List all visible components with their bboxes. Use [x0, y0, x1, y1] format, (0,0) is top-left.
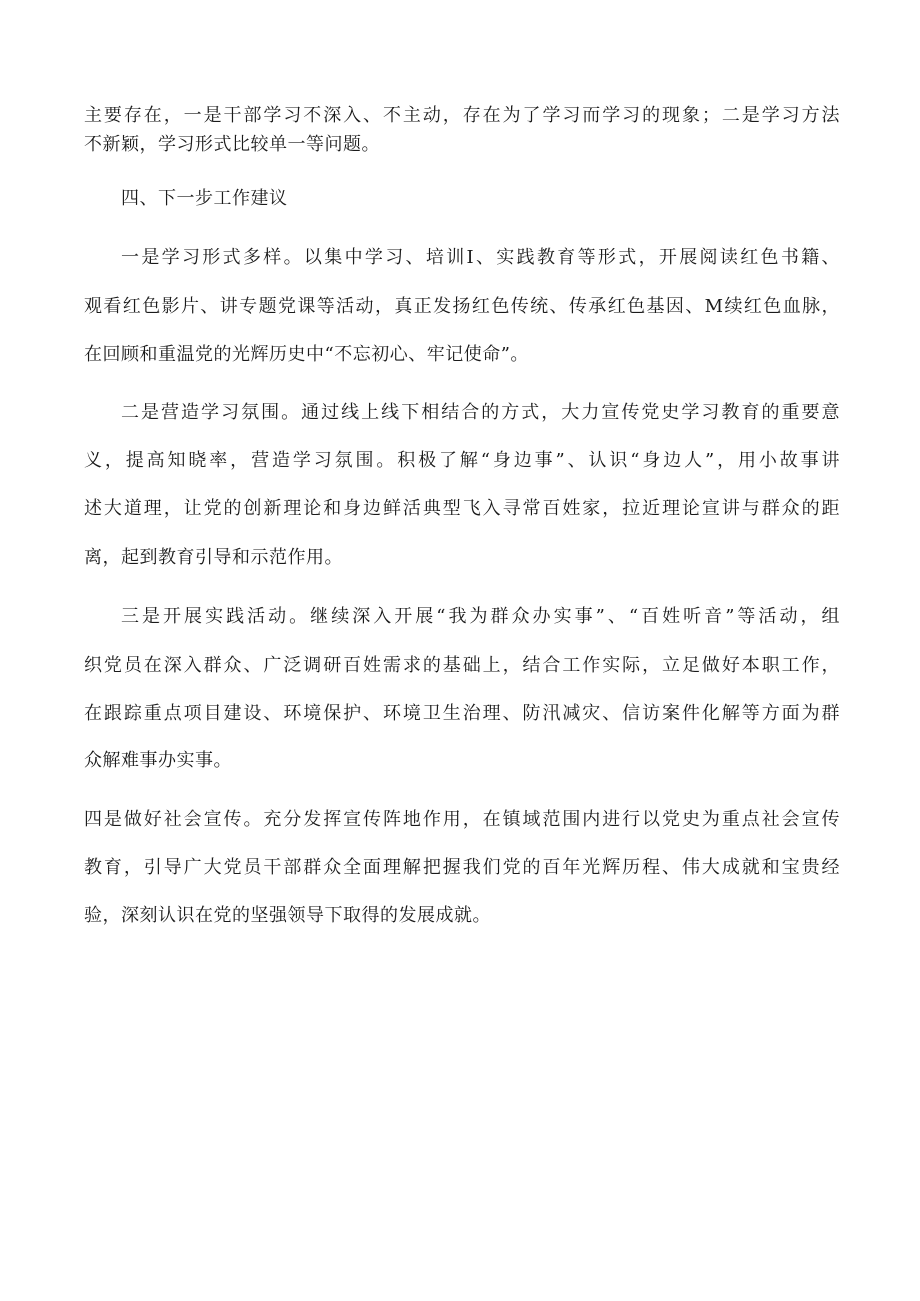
- text-line: 述大道理，让党的创新理论和身边鲜活典型飞入寻常百姓家，拉近理论宣讲与群众的距: [84, 498, 840, 519]
- text-line: 义，提高知晓率，营造学习氛围。积极了解“身边事”、认识“身边人”，用小故事讲: [84, 450, 840, 471]
- text-line: 观看红色影片、讲专题党课等活动，真正发扬红色传统、传承红色基因、M续红色血脉，: [84, 296, 840, 317]
- section-heading: 四、下一步工作建议: [121, 188, 288, 209]
- text-line: 主要存在，一是干部学习不深入、不主动，存在为了学习而学习的现象；二是学习方法: [84, 105, 840, 126]
- text-line: 一是学习形式多样。以集中学习、培训I、实践教育等形式，开展阅读红色书籍、: [121, 247, 840, 268]
- text-line: 教育，引导广大党员干部群众全面理解把握我们党的百年光辉历程、伟大成就和宝贵经: [84, 857, 840, 878]
- text-line: 在跟踪重点项目建设、环境保护、环境卫生治理、防汛减灾、信访案件化解等方面为群: [84, 703, 840, 724]
- text-line: 四是做好社会宣传。充分发挥宣传阵地作用，在镇域范围内进行以党史为重点社会宣传: [84, 809, 840, 830]
- text-line: 织党员在深入群众、广泛调研百姓需求的基础上，结合工作实际，立足做好本职工作，: [84, 655, 840, 676]
- text-line: 众解难事办实事。: [84, 750, 232, 771]
- text-line: 不新颖，学习形式比较单一等问题。: [84, 134, 380, 155]
- text-line: 二是营造学习氛围。通过线上线下相结合的方式，大力宣传党史学习教育的重要意: [121, 402, 840, 423]
- text-line: 三是开展实践活动。继续深入开展“我为群众办实事”、“百姓听音”等活动，组: [121, 606, 840, 627]
- text-line: 离，起到教育引导和示范作用。: [84, 547, 343, 568]
- text-line: 在回顾和重温党的光辉历史中“不忘初心、牢记使命”。: [84, 344, 529, 365]
- text-line: 验，深刻认识在党的坚强领导下取得的发展成就。: [84, 905, 491, 926]
